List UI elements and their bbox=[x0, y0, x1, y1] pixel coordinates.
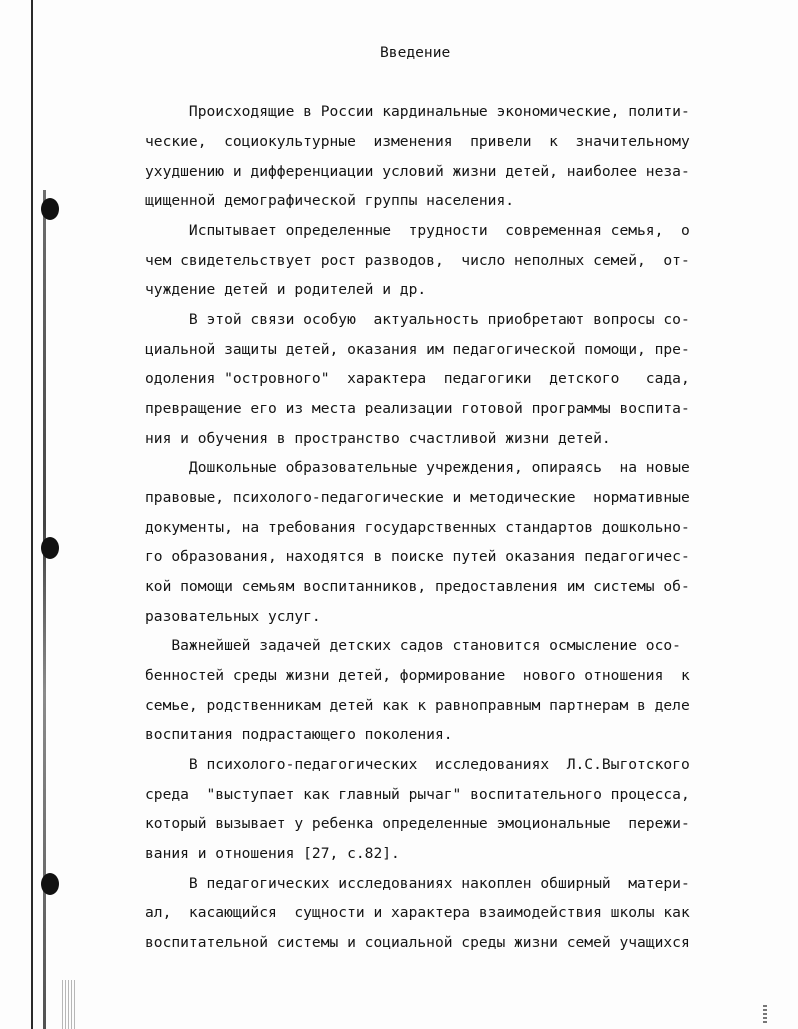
punch-hole bbox=[41, 537, 59, 559]
text-line: одоления "островного" характера педагогики детского сада, bbox=[145, 370, 690, 387]
scan-edge-line bbox=[31, 0, 33, 1029]
text-line: Происходящие в России кардинальные экономические, полити- bbox=[145, 103, 690, 120]
text-line: документы, на требования государственных стандартов дошкольно- bbox=[145, 519, 690, 536]
text-line: В этой связи особую актуальность приобретают вопросы со- bbox=[145, 311, 690, 328]
text-line: превращение его из места реализации готовой программы воспита- bbox=[145, 400, 690, 417]
text-line: чем свидетельствует рост разводов, число неполных семей, от- bbox=[145, 252, 690, 269]
text-line: ческие, социокультурные изменения привели к значительному bbox=[145, 133, 690, 150]
scan-mark bbox=[763, 1005, 767, 1025]
text-line: Важнейшей задачей детских садов становится осмысление осо- bbox=[145, 637, 681, 654]
text-line: бенностей среды жизни детей, формирование нового отношения к bbox=[145, 667, 690, 684]
text-line: В психолого-педагогических исследованиях Л.С.Выготского bbox=[145, 756, 690, 773]
text-line: кой помощи семьям воспитанников, предоставления им системы об- bbox=[145, 578, 690, 595]
text-line: вания и отношения [27, с.82]. bbox=[145, 845, 400, 862]
text-line: правовые, психолого-педагогические и методические нормативные bbox=[145, 489, 690, 506]
scan-binding-line bbox=[43, 190, 46, 1029]
text-line: семье, родственникам детей как к равноправным партнерам в деле bbox=[145, 697, 690, 714]
punch-hole bbox=[41, 873, 59, 895]
text-line: ния и обучения в пространство счастливой жизни детей. bbox=[145, 430, 611, 447]
page-title: Введение bbox=[380, 44, 451, 61]
text-line: ухудшению и дифференциации условий жизни детей, наиболее неза- bbox=[145, 163, 690, 180]
scan-noise bbox=[62, 980, 76, 1029]
text-line: воспитательной системы и социальной среды жизни семей учащихся bbox=[145, 934, 690, 951]
text-line: циальной защиты детей, оказания им педагогической помощи, пре- bbox=[145, 341, 690, 358]
text-line: разовательных услуг. bbox=[145, 608, 321, 625]
text-line: чуждение детей и родителей и др. bbox=[145, 281, 427, 298]
text-line: среда "выступает как главный рычаг" воспитательного процесса, bbox=[145, 786, 690, 803]
text-line: щищенной демографической группы населения. bbox=[145, 192, 515, 209]
text-line: воспитания подрастающего поколения. bbox=[145, 726, 453, 743]
text-line: В педагогических исследованиях накоплен обширный матери- bbox=[145, 875, 690, 892]
text-line: го образования, находятся в поиске путей оказания педагогичес- bbox=[145, 548, 690, 565]
text-line: Дошкольные образовательные учреждения, опираясь на новые bbox=[145, 459, 690, 476]
text-line: ал, касающийся сущности и характера взаимодействия школы как bbox=[145, 904, 690, 921]
text-line: Испытывает определенные трудности современная семья, о bbox=[145, 222, 690, 239]
text-line: который вызывает у ребенка определенные эмоциональные пережи- bbox=[145, 815, 690, 832]
punch-hole bbox=[41, 198, 59, 220]
